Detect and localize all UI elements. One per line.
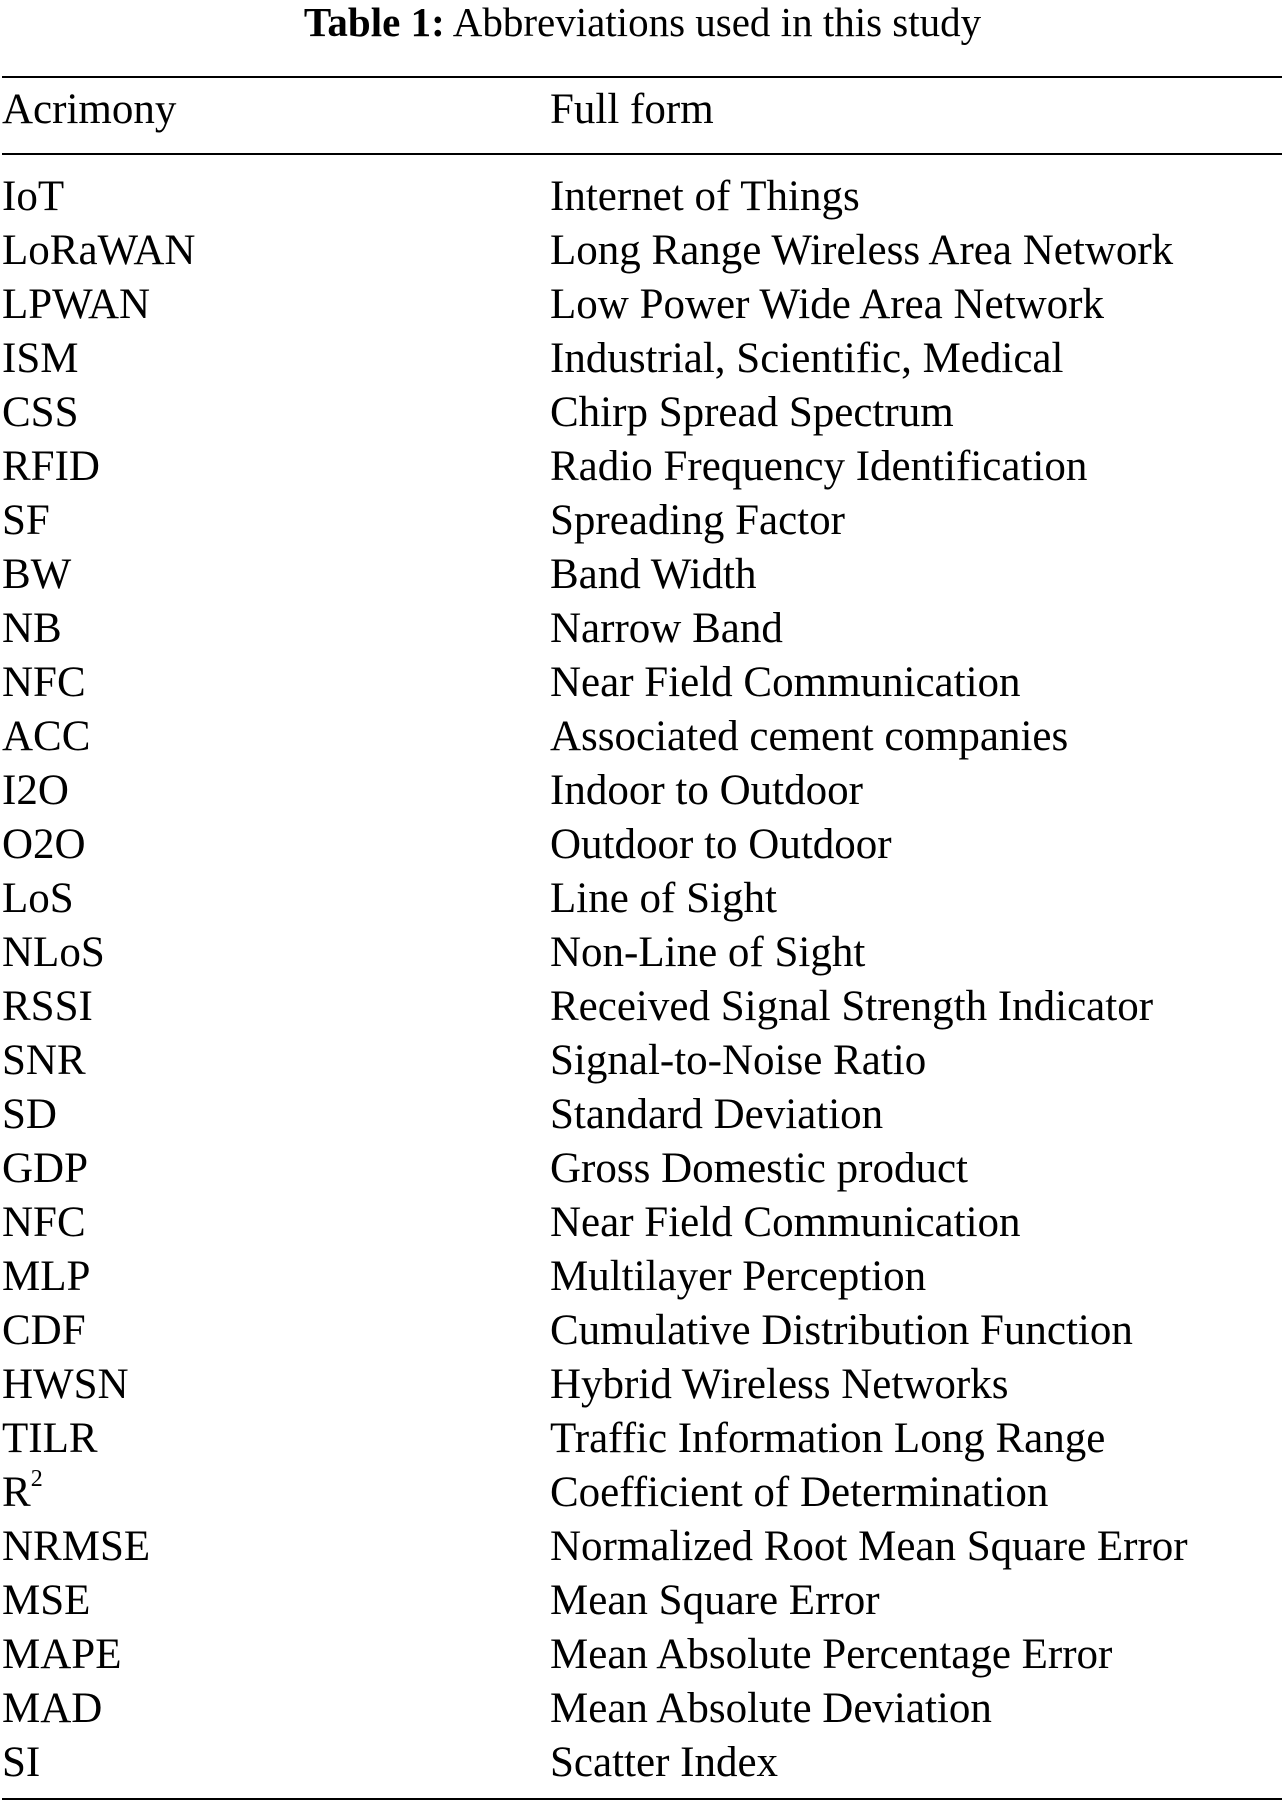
table-row — [2, 602, 1282, 656]
table-row — [2, 440, 1282, 494]
abbreviation-cell — [2, 224, 195, 278]
abbreviation-cell — [2, 980, 93, 1034]
abbreviation-text: SD — [2, 1091, 57, 1138]
abbreviation-text: MAPE — [2, 1631, 122, 1678]
table-row — [2, 1412, 1282, 1466]
full-form-cell: Multilayer Perception — [550, 1253, 927, 1300]
abbreviation-cell — [2, 332, 78, 386]
table-row — [2, 872, 1282, 926]
table-row — [2, 494, 1282, 548]
table-row — [2, 1520, 1282, 1574]
full-form-cell: Internet of Things — [550, 173, 860, 220]
abbreviation-text: LoS — [2, 875, 74, 922]
table-row — [2, 224, 1282, 278]
abbreviation-text: NRMSE — [2, 1523, 151, 1570]
table-header-rule — [2, 153, 1282, 155]
full-form-cell: Non-Line of Sight — [550, 929, 866, 976]
abbreviation-text: MAD — [2, 1685, 103, 1732]
table-row — [2, 332, 1282, 386]
table-row — [2, 656, 1282, 710]
abbreviation-cell — [2, 1142, 88, 1196]
abbreviation-text: LPWAN — [2, 281, 151, 328]
column-header-abbreviation: Acrimony — [2, 86, 177, 133]
full-form-cell: Scatter Index — [550, 1739, 779, 1786]
full-form-cell: Near Field Communication — [550, 659, 1021, 706]
abbreviation-cell — [2, 1628, 121, 1682]
table-header — [2, 80, 1282, 140]
full-form-cell: Standard Deviation — [550, 1091, 884, 1138]
table-caption-label: Table 1: — [303, 0, 445, 45]
full-form-cell: Radio Frequency Identification — [550, 443, 1088, 490]
abbreviation-text: NLoS — [2, 929, 105, 976]
table-row — [2, 710, 1282, 764]
table-top-rule — [2, 76, 1282, 78]
abbreviation-cell — [2, 1304, 86, 1358]
table-row — [2, 1358, 1282, 1412]
table-row — [2, 386, 1282, 440]
table-row — [2, 1628, 1282, 1682]
table-row — [2, 1142, 1282, 1196]
abbreviation-cell — [2, 1196, 86, 1250]
abbreviation-cell — [2, 1412, 98, 1466]
abbreviation-cell — [2, 926, 105, 980]
table-row — [2, 1682, 1282, 1736]
abbreviation-cell — [2, 1574, 90, 1628]
abbreviation-text: HWSN — [2, 1361, 129, 1408]
abbreviation-cell — [2, 1682, 102, 1736]
table-row — [2, 818, 1282, 872]
abbreviation-text: ISM — [2, 335, 79, 382]
abbreviation-text: RFID — [2, 443, 100, 490]
full-form-cell: Gross Domestic product — [550, 1145, 968, 1192]
abbreviation-cell — [2, 1034, 86, 1088]
abbreviation-cell — [2, 710, 90, 764]
abbreviation-text: R — [2, 1469, 31, 1516]
table-bottom-rule — [2, 1798, 1282, 1800]
full-form-cell: Normalized Root Mean Square Error — [550, 1523, 1188, 1570]
table-row — [2, 1466, 1282, 1520]
full-form-cell: Outdoor to Outdoor — [550, 821, 892, 868]
table-caption-text: Abbreviations used in this study — [452, 0, 982, 45]
abbreviation-text: I2O — [2, 767, 69, 814]
full-form-cell: Near Field Communication — [550, 1199, 1021, 1246]
abbreviation-text: SNR — [2, 1037, 86, 1084]
table-row — [2, 1250, 1282, 1304]
abbreviation-cell — [2, 872, 74, 926]
full-form-cell: Chirp Spread Spectrum — [550, 389, 954, 436]
full-form-cell: Associated cement companies — [550, 713, 1069, 760]
table-row — [2, 980, 1282, 1034]
abbreviation-text: SI — [2, 1739, 41, 1786]
abbreviation-cell — [2, 548, 71, 602]
full-form-cell: Industrial, Scientific, Medical — [550, 335, 1064, 382]
abbreviation-cell — [2, 1358, 129, 1412]
abbreviation-cell — [2, 494, 50, 548]
table-row — [2, 548, 1282, 602]
abbreviation-text: CDF — [2, 1307, 86, 1354]
full-form-cell: Indoor to Outdoor — [550, 767, 863, 814]
abbreviation-text: NFC — [2, 1199, 86, 1246]
table-row — [2, 170, 1282, 224]
table-row — [2, 1736, 1282, 1790]
abbreviation-text: ACC — [2, 713, 91, 760]
abbreviation-cell — [2, 440, 100, 494]
abbreviation-cell — [2, 764, 69, 818]
abbreviation-text: BW — [2, 551, 72, 598]
abbreviation-cell — [2, 1466, 43, 1520]
full-form-cell: Coefficient of Determination — [550, 1469, 1049, 1516]
abbreviation-text: SF — [2, 497, 50, 544]
full-form-cell: Received Signal Strength Indicator — [550, 983, 1154, 1030]
table-row — [2, 1574, 1282, 1628]
full-form-cell: Hybrid Wireless Networks — [550, 1361, 1009, 1408]
table-row — [2, 278, 1282, 332]
full-form-cell: Traffic Information Long Range — [550, 1415, 1106, 1462]
abbreviation-cell — [2, 278, 150, 332]
full-form-cell: Mean Absolute Deviation — [550, 1685, 992, 1732]
full-form-cell: Spreading Factor — [550, 497, 845, 544]
abbreviation-cell — [2, 602, 62, 656]
full-form-cell: Band Width — [550, 551, 757, 598]
abbreviation-text: MLP — [2, 1253, 91, 1300]
full-form-cell: Long Range Wireless Area Network — [550, 227, 1174, 274]
table-row — [2, 764, 1282, 818]
abbreviation-text: NB — [2, 605, 62, 652]
abbreviation-text: O2O — [2, 821, 86, 868]
full-form-cell: Signal-to-Noise Ratio — [550, 1037, 927, 1084]
abbreviation-text: RSSI — [2, 983, 93, 1030]
abbreviation-text: IoT — [2, 173, 65, 220]
abbreviation-text: LoRaWAN — [2, 227, 196, 274]
abbreviation-cell — [2, 1088, 57, 1142]
abbreviation-cell — [2, 1250, 90, 1304]
abbreviation-text: MSE — [2, 1577, 91, 1624]
table-row — [2, 1196, 1282, 1250]
table-caption — [0, 0, 1285, 44]
abbreviation-cell — [2, 818, 86, 872]
abbreviation-text: GDP — [2, 1145, 89, 1192]
abbreviation-cell — [2, 1736, 40, 1790]
full-form-cell: Low Power Wide Area Network — [550, 281, 1104, 328]
full-form-cell: Line of Sight — [550, 875, 777, 922]
full-form-cell: Mean Absolute Percentage Error — [550, 1631, 1113, 1678]
abbreviation-cell — [2, 386, 79, 440]
table-row — [2, 1034, 1282, 1088]
table-row — [2, 1088, 1282, 1142]
abbreviation-superscript: 2 — [30, 1466, 43, 1492]
full-form-cell: Cumulative Distribution Function — [550, 1307, 1133, 1354]
abbreviation-cell — [2, 170, 64, 224]
abbreviation-text: NFC — [2, 659, 86, 706]
full-form-cell: Mean Square Error — [550, 1577, 880, 1624]
abbreviation-cell — [2, 656, 86, 710]
full-form-cell: Narrow Band — [550, 605, 783, 652]
table-row — [2, 1304, 1282, 1358]
abbreviation-cell — [2, 1520, 150, 1574]
abbreviation-text: CSS — [2, 389, 79, 436]
column-header-full-form: Full form — [550, 86, 714, 133]
table-row — [2, 926, 1282, 980]
abbreviation-text: TILR — [2, 1415, 98, 1462]
